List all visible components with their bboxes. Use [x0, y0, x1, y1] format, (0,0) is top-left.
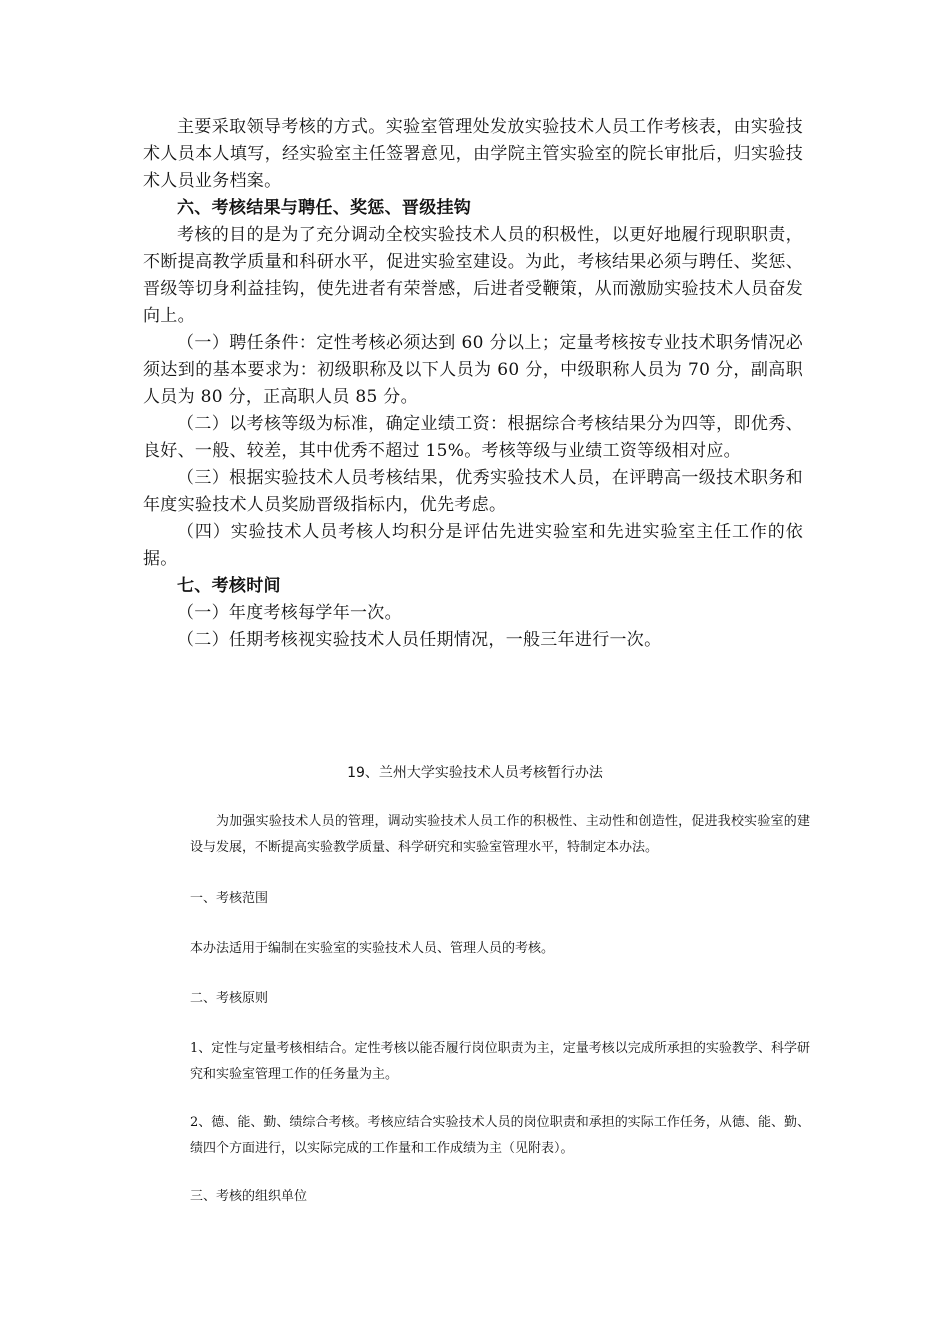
heading-scope: 一、考核范围 — [190, 891, 269, 906]
heading-section-seven: 七、考核时间 — [177, 576, 281, 596]
section-two-heading-block — [190, 986, 810, 1012]
upper-section — [143, 114, 803, 654]
heading-organizing-unit: 三、考核的组织单位 — [190, 1189, 308, 1204]
paragraph-intro: 为加强实验技术人员的管理，调动实验技术人员工作的积极性、主动性和创造性，促进我校实验室的建设与发展，不断提高实验教学质量、科学研究和实验室管理水平，特制定本办法。 — [190, 814, 810, 855]
paragraph-scope: 本办法适用于编制在实验室的实验技术人员、管理人员的考核。 — [190, 941, 555, 956]
principle-two-block — [190, 1110, 810, 1162]
paragraph-principle-one: 1、定性与定量考核相结合。定性考核以能否履行岗位职责为主，定量考核以完成所承担的实验教学、科学研究和实验室管理工作的任务量为主。 — [190, 1041, 810, 1082]
paragraph-principle-two: 2、德、能、勤、绩综合考核。考核应结合实验技术人员的岗位职责和承担的实际工作任务，从德、能、勤、绩四个方面进行，以实际完成的工作量和工作成绩为主（见附表）。 — [190, 1115, 810, 1156]
paragraph-assessment-method: 主要采取领导考核的方式。实验室管理处发放实验技术人员工作考核表，由实验技术人员本人填写，经实验室主任签署意见，由学院主管实验室的院长审批后，归实验技术人员业务档案。 — [143, 117, 803, 191]
paragraph-assessment-purpose: 考核的目的是为了充分调动全校实验技术人员的积极性，以更好地履行现职职责，不断提高教学质量和科研水平，促进实验室建设。为此，考核结果必须与聘任、奖惩、晋级等切身利益挂钩，使先进者有荣誉感，后进者受鞭策，从而激励实验技术人员奋发向上。 — [143, 225, 803, 326]
section-one-heading-block — [190, 886, 810, 912]
heading-principles: 二、考核原则 — [190, 991, 269, 1006]
heading-section-six: 六、考核结果与聘任、奖惩、晋级挂钩 — [177, 198, 472, 218]
intro-block — [190, 809, 810, 861]
paragraph-performance-salary: （二）以考核等级为标准，确定业绩工资：根据综合考核结果分为四等，即优秀、良好、一般、较差，其中优秀不超过 15%。考核等级与业绩工资等级相对应。 — [143, 414, 803, 461]
document-title: 19、兰州大学实验技术人员考核暂行办法 — [347, 765, 603, 781]
section-one-body-block — [190, 936, 810, 962]
paragraph-promotion-priority: （三）根据实验技术人员考核结果，优秀实验技术人员，在评聘高一级技术职务和年度实验技术人员奖励晋级指标内，优先考虑。 — [143, 468, 803, 515]
principle-one-block — [190, 1036, 810, 1088]
paragraph-term-assessment: （二）任期考核视实验技术人员任期情况，一般三年进行一次。 — [177, 630, 662, 650]
paragraph-annual-assessment: （一）年度考核每学年一次。 — [177, 603, 402, 623]
paragraph-evaluation-basis: （四）实验技术人员考核人均积分是评估先进实验室和先进实验室主任工作的依据。 — [143, 522, 803, 569]
paragraph-appointment-conditions: （一）聘任条件：定性考核必须达到 60 分以上；定量考核按专业技术职务情况必须达到的基本要求为：初级职称及以下人员为 60 分，中级职称人员为 70 分，副高职人员为 80 分，正高职人员 85 分。 — [143, 333, 803, 407]
section-three-heading-block — [190, 1184, 810, 1210]
